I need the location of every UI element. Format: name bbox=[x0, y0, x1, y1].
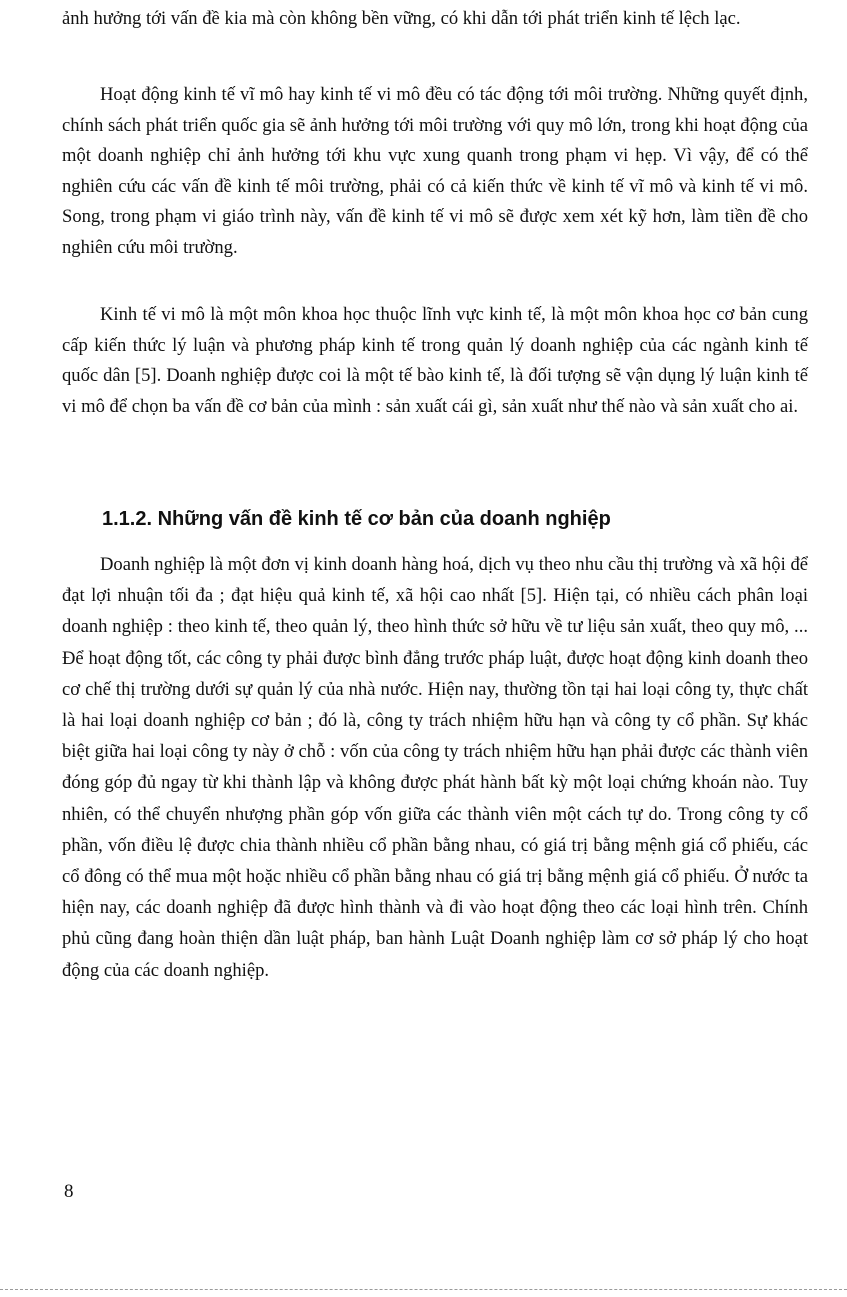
section-heading: 1.1.2. Những vấn đề kinh tế cơ bản của doanh nghiệp bbox=[102, 508, 611, 530]
paragraph-enterprise: Doanh nghiệp là một đơn vị kinh doanh hàng hoá, dịch vụ theo nhu cầu thị trường và xã hội để đạt lợi nhuận tối đa ; đạt hiệu quả kinh tế, xã hội cao nhất [5]. Hiện tại, có nhiều cách phân loại doanh nghiệp : theo kinh tế, theo quản lý, theo hình thức sở hữu về tư liệu sản xuất, theo quy mô, ... Để hoạt động tốt, các công ty phải được bình đẳng trước pháp luật, được hoạt động kinh doanh theo cơ chế thị trường dưới sự quản lý của nhà nước. Hiện nay, thường tồn tại hai loại công ty, thực chất là hai loại doanh nghiệp cơ bản ; đó là, công ty trách nhiệm hữu hạn và công ty cổ phần. Sự khác biệt giữa hai loại công ty này ở chỗ : vốn của công ty trách nhiệm hữu hạn phải được các thành viên đóng góp đủ ngay từ khi thành lập và không được phát hành bất kỳ một loại chứng khoán nào. Tuy nhiên, có thể chuyển nhượng phần góp vốn giữa các thành viên một cách tự do. Trong công ty cổ phần, vốn điều lệ được chia thành nhiều cổ phần bằng nhau, có giá trị bằng mệnh giá cổ phiếu, các cổ đông có thể mua một hoặc nhiều cổ phần bằng nhau có giá trị bằng mệnh giá cổ phiếu. Ở nước ta hiện nay, các doanh nghiệp đã được hình thành và đi vào hoạt động theo các loại hình trên. Chính phủ cũng đang hoàn thiện dần luật pháp, ban hành Luật Doanh nghiệp làm cơ sở pháp lý cho hoạt động của các doanh nghiệp. bbox=[62, 554, 808, 981]
page-number: 8 bbox=[64, 1181, 74, 1202]
paragraph-continuation: ảnh hưởng tới vấn đề kia mà còn không bền vững, có khi dẫn tới phát triển kinh tế lệch lạc. bbox=[62, 8, 741, 29]
bottom-divider bbox=[0, 1289, 847, 1290]
paragraph-microeconomics: Kinh tế vi mô là một môn khoa học thuộc lĩnh vực kinh tế, là một môn khoa học cơ bản cung cấp kiến thức lý luận và phương pháp kinh tế trong quản lý doanh nghiệp của các ngành kinh tế quốc dân [5]. Doanh nghiệp được coi là một tế bào kinh tế, là đối tượng sẽ vận dụng lý luận kinh tế vi mô để chọn ba vấn đề cơ bản của mình : sản xuất cái gì, sản xuất như thế nào và sản xuất cho ai. bbox=[62, 304, 808, 417]
paragraph-macro-micro: Hoạt động kinh tế vĩ mô hay kinh tế vi mô đều có tác động tới môi trường. Những quyết định, chính sách phát triển quốc gia sẽ ảnh hưởng tới môi trường với quy mô lớn, trong khi hoạt động của một doanh nghiệp chỉ ảnh hưởng tới khu vực xung quanh trong phạm vi hẹp. Vì vậy, để có thể nghiên cứu các vấn đề kinh tế môi trường, phải có cả kiến thức về kinh tế vĩ mô và kinh tế vi mô. Song, trong phạm vi giáo trình này, vấn đề kinh tế vi mô sẽ được xem xét kỹ hơn, làm tiền đề cho nghiên cứu môi trường. bbox=[62, 84, 808, 258]
